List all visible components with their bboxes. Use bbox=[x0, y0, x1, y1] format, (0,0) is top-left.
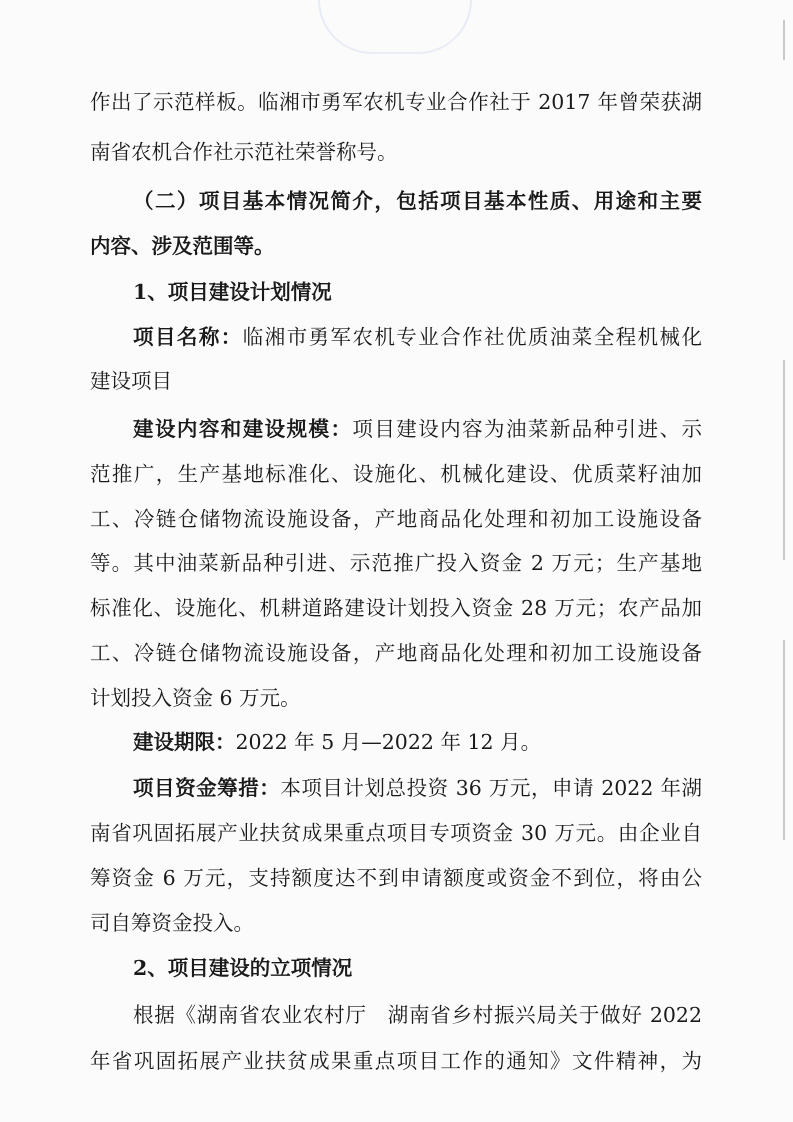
paragraph-line: 根据《湖南省农业农村厅 湖南省乡村振兴局关于做好 2022 bbox=[133, 1003, 702, 1027]
paragraph-line: 司自筹资金投入。 bbox=[90, 911, 254, 935]
field-value: 项目建设内容为油菜新品种引进、示 bbox=[352, 417, 703, 441]
paragraph-line: 工、冷链仓储物流设施设备，产地商品化处理和初加工设施设备 bbox=[90, 507, 702, 531]
paragraph-line: 年省巩固拓展产业扶贫成果重点项目工作的通知》文件精神，为 bbox=[90, 1049, 702, 1073]
field-value: 2022 年 5 月—2022 年 12 月。 bbox=[235, 730, 542, 754]
paragraph-line: 范推广，生产基地标准化、设施化、机械化建设、优质菜籽油加 bbox=[90, 462, 702, 486]
field-label: 项目资金筹措： bbox=[133, 776, 281, 800]
paragraph-line: 南省巩固拓展产业扶贫成果重点项目专项资金 30 万元。由企业自 bbox=[90, 821, 702, 845]
paragraph-line: 等。其中油菜新品种引进、示范推广投入资金 2 万元；生产基地 bbox=[90, 551, 702, 575]
scan-edge-mark bbox=[783, 20, 785, 60]
field-label: 项目名称： bbox=[133, 325, 243, 349]
scan-edge-mark bbox=[783, 360, 785, 560]
paragraph-line: 工、冷链仓储物流设施设备，产地商品化处理和初加工设施设备 bbox=[90, 641, 702, 665]
paragraph-line: 建设项目 bbox=[90, 369, 172, 393]
scan-edge-mark bbox=[783, 640, 785, 840]
seal-stamp-fragment bbox=[318, 0, 472, 54]
paragraph-line bbox=[133, 414, 702, 444]
subsection-heading: 1、项目建设计划情况 bbox=[133, 280, 332, 304]
field-label: 建设期限： bbox=[133, 730, 236, 754]
paragraph-line: 计划投入资金 6 万元。 bbox=[90, 686, 301, 710]
subsection-heading: 2、项目建设的立项情况 bbox=[133, 956, 353, 980]
section-heading: 内容、涉及范围等。 bbox=[90, 234, 275, 258]
field-value: 临湘市勇军农机专业合作社优质油菜全程机械化 bbox=[242, 325, 703, 349]
paragraph-line: 筹资金 6 万元，支持额度达不到申请额度或资金不到位，将由公 bbox=[90, 866, 702, 890]
text-line: 南省农机合作社示范社荣誉称号。 bbox=[90, 140, 398, 164]
section-heading: （二）项目基本情况简介，包括项目基本性质、用途和主要 bbox=[133, 189, 702, 213]
paragraph-line bbox=[133, 322, 702, 352]
text-line: 作出了示范样板。临湘市勇军农机专业合作社于 2017 年曾荣获湖 bbox=[90, 90, 702, 114]
paragraph-line bbox=[133, 727, 702, 757]
field-value: 本项目计划总投资 36 万元，申请 2022 年湖 bbox=[280, 776, 702, 800]
paragraph-line: 标准化、设施化、机耕道路建设计划投入资金 28 万元；农产品加 bbox=[90, 596, 702, 620]
paragraph-line bbox=[133, 773, 702, 803]
field-label: 建设内容和建设规模： bbox=[133, 417, 353, 441]
